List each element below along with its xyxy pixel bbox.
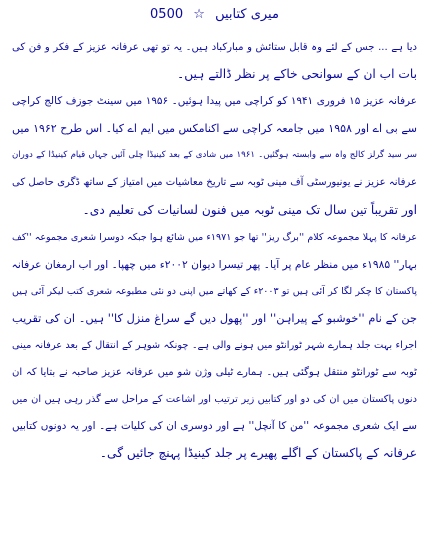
text-line: عرفانہ کا پہلا مجموعہ کلام ''برگ ریز'' تھا جو ۱۹۷۱ء میں شائع ہوا جبکہ دوسرا شعری مجموعہ ''کف	[12, 231, 417, 243]
text-line: دیا ہے ... جس کے لئے وہ قابل ستائش و مبارکباد ہیں۔ یہ تو تھی عرفانہ عزیز کے فکر و فن کی	[12, 42, 417, 53]
page-header	[12, 6, 417, 26]
star-icon: ☆	[193, 7, 205, 22]
text-line: ٹوبہ سے ٹورانٹو منتقل ہوگئی ہیں۔ ہمارے ٹیلی وژن شو میں عرفانہ عزیز صاحبہ نے بتایا کہ ان	[12, 367, 417, 379]
header-title: میری کتابیں	[215, 7, 279, 22]
text-line: سے ایک شعری مجموعہ ''من کا آنچل'' ہے اور دوسری ان کی کلیات ہے۔ اور یہ دونوں کتابیں	[12, 420, 417, 433]
text-line: عرفانہ کے پاکستان کے اگلے پھیرے پر جلد کینیڈا پہنچ جائیں گی۔	[99, 446, 417, 461]
text-line: عرفانہ عزیز ۱۵ فروری ۱۹۴۱ کو کراچی میں پیدا ہوئیں۔ ۱۹۵۶ میں سینٹ جوزف کالج کراچی	[12, 95, 417, 108]
header-number: 0500	[150, 7, 184, 22]
text-line: جن کے نام ''خوشبو کے پیراہن'' اور ''پھول دیں گے سراغ منزل کا'' ہیں۔ ان کی تقریب	[12, 311, 417, 325]
text-line: اجراء بہت جلد ہمارے شہر ٹورانٹو میں ہونے والی ہے۔ چونکہ شوہر کے انتقال کے بعد عرفانہ مینی	[12, 340, 417, 352]
text-line: اور تقریباً تین سال تک مینی ٹوبہ میں فنون لسانیات کی تعلیم دی۔	[82, 202, 417, 217]
text-line: پاکستان کا چکر لگا کر آئی ہیں تو ۲۰۰۳ء کے کھاتے میں اپنی دو نئی مطبوعہ شعری کتب لیکر آئی ہیں	[12, 285, 417, 297]
text-line: سر سید گرلز کالج واہ سے وابستہ ہوگئیں۔ ۱۹۶۱ میں شادی کے بعد کینیڈا چلی آئیں جہاں قیام کینیڈا کے دوران	[12, 150, 417, 161]
text-line: بات اب ان کے سوانحی خاکے پر نظر ڈالتے ہیں۔	[177, 67, 417, 82]
text-line: بہار'' ۱۹۸۵ء میں منظر عام پر آیا۔ پھر تیسرا دیوان ۲۰۰۲ء میں چھپا۔ اور اب ارمغان عرفانہ	[12, 257, 417, 271]
text-line: دنوں پاکستان میں ان کی دو اور کتابیں زیر ترتیب اور اشاعت کے مراحل سے گذر رہی ہیں ان میں	[12, 394, 417, 406]
text-line: عرفانہ عزیز نے یونیورسٹی آف مینی ٹوبہ سے تاریخ معاشیات میں امتیاز کے ساتھ ڈگری حاصل کی	[12, 177, 417, 189]
text-line: سے بی اے اور ۱۹۵۸ میں جامعہ کراچی سے اکنامکس میں ایم اے کیا۔ اس طرح ۱۹۶۲ میں	[12, 122, 417, 136]
article-body	[12, 34, 417, 468]
